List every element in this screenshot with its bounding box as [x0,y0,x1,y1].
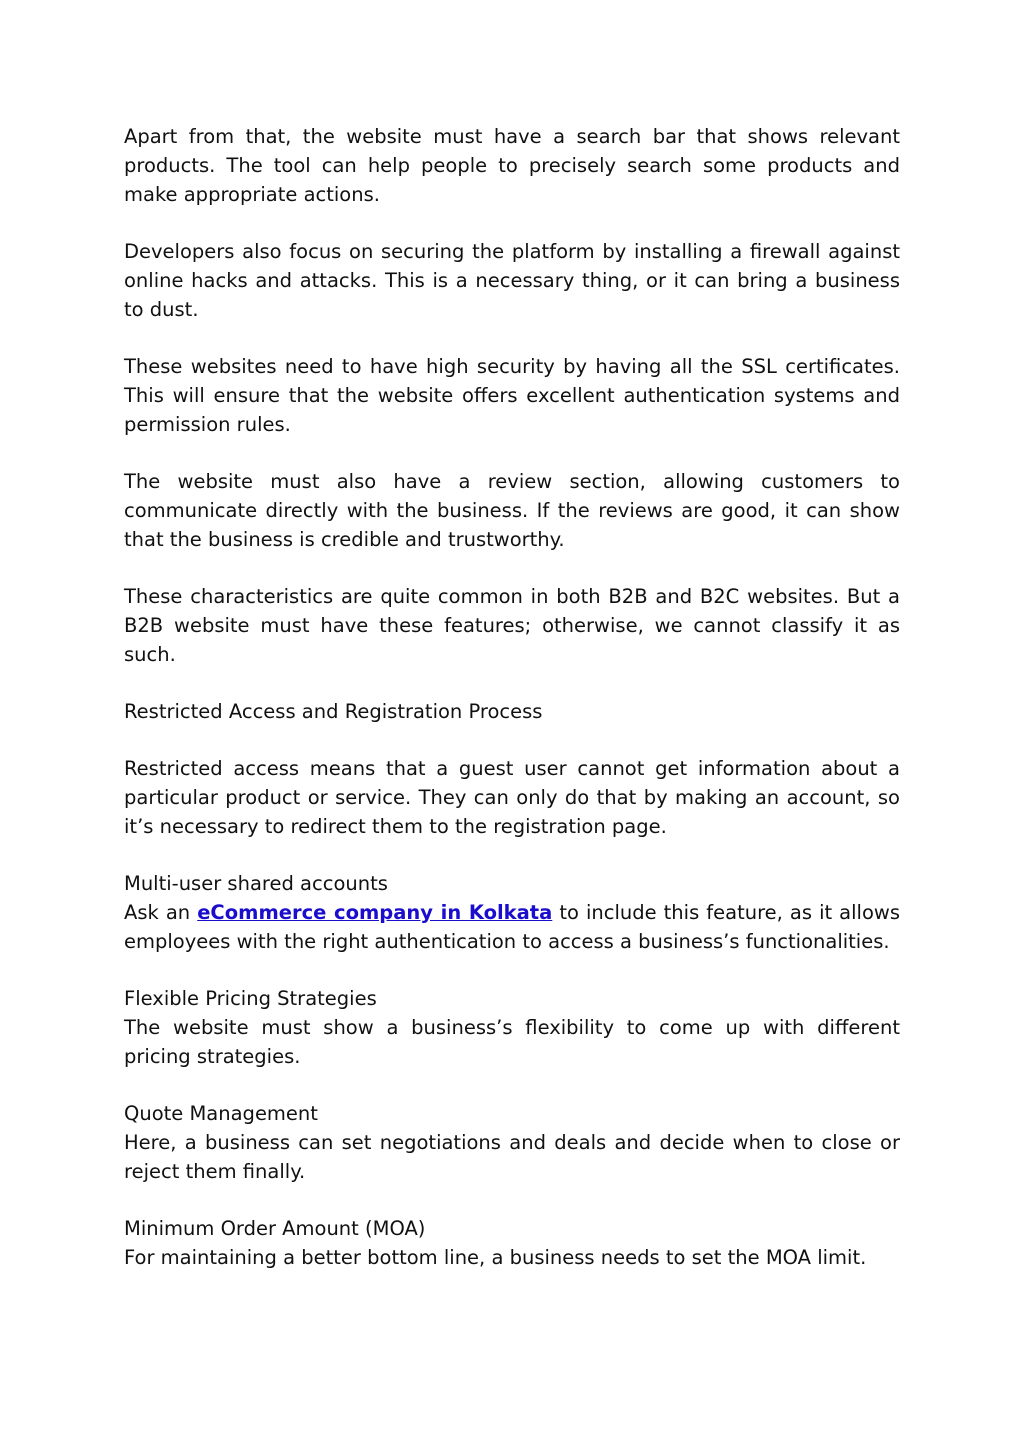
heading-restricted-access: Restricted Access and Registration Process [124,700,543,723]
paragraph-firewall: Developers also focus on securing the platform by installing a firewall against online hacks and attacks. This is a necessary thing, or it can bring a business to dust. [124,240,900,321]
paragraph-moa: For maintaining a better bottom line, a business needs to set the MOA limit. [124,1246,867,1269]
paragraph-review: The website must also have a review section, allowing customers to communicate directly with the business. If the reviews are good, it can show that the business is credible and trustworthy. [124,470,900,551]
heading-flexible-pricing: Flexible Pricing Strategies [124,987,377,1010]
paragraph-search-bar: Apart from that, the website must have a search bar that shows relevant products. The tool can help people to precisely search some products and make appropriate actions. [124,125,900,206]
heading-multi-user: Multi-user shared accounts [124,872,388,895]
multi-user-suffix: to include this feature, as it allows employees with the right authentication to access a business’s functionalities. [124,901,900,953]
paragraph-restricted-access: Restricted access means that a guest user cannot get information about a particular product or service. They can only do that by making an account, so it’s necessary to redirect them to the registration page. [124,757,900,838]
paragraph-characteristics: These characteristics are quite common in both B2B and B2C websites. But a B2B website must have these features; otherwise, we cannot classify it as such. [124,585,900,666]
multi-user-prefix: Ask an [124,901,198,924]
paragraph-quote-management: Here, a business can set negotiations and deals and decide when to close or reject them finally. [124,1131,900,1183]
document-page [124,122,900,1272]
ecommerce-company-link[interactable]: eCommerce company in Kolkata [197,901,553,924]
paragraph-ssl: These websites need to have high security by having all the SSL certificates. This will ensure that the website offers excellent authentication systems and permission rules. [124,355,900,436]
heading-quote-management: Quote Management [124,1102,318,1125]
heading-moa: Minimum Order Amount (MOA) [124,1217,426,1240]
paragraph-multi-user [124,898,900,956]
paragraph-flexible-pricing: The website must show a business’s flexibility to come up with different pricing strategies. [124,1016,900,1068]
